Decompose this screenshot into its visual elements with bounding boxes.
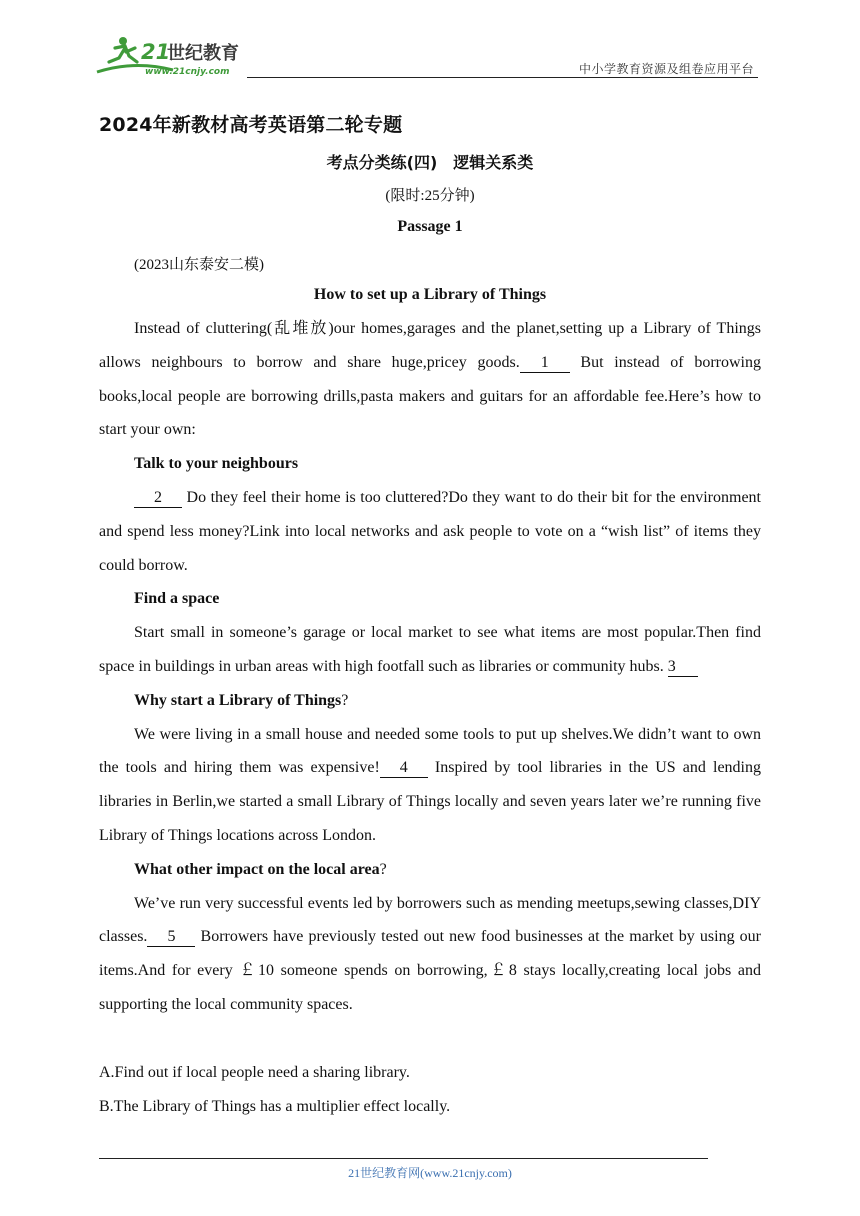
article-body (99, 312, 761, 1022)
heading-impact (99, 853, 761, 887)
paragraph-text: Instead of cluttering(乱堆放)our homes,garages and the planet,setting up a Library of Things allows neighbours to borrow and share huge,pricey goods. (99, 320, 761, 371)
exam-source: (2023山东泰安二模) (134, 257, 264, 273)
heading-why-mark: ? (341, 691, 349, 709)
article-title: How to set up a Library of Things (313, 286, 547, 303)
paragraph-3 (99, 616, 761, 684)
page-header (95, 30, 758, 80)
paragraph-5 (99, 887, 761, 1022)
svg-text:世纪教育: 世纪教育 (167, 43, 239, 64)
section-subtitle: 考点分类练(四) 逻辑关系类 (326, 153, 534, 172)
site-logo[interactable] (95, 34, 265, 78)
paragraph-text: We were living in a small house and needed some tools to put up shelves.We didn’t want to own the tools and hiring them was expensive! (99, 725, 761, 777)
passage-label: Passage 1 (397, 218, 463, 235)
heading-impact-mark: ? (379, 860, 387, 878)
runner-logo-icon (95, 34, 265, 78)
svg-text:www.21cnjy.com: www.21cnjy.com (145, 67, 230, 77)
option-a: A.Find out if local people need a sharing library. (99, 1064, 410, 1081)
answer-blank-5[interactable]: 5 (147, 927, 195, 947)
paragraph-text: Do they feel their home is too cluttered?Do they want to do their bit for the environment and spend less money?Link into local networks and ask people to vote on a “wish list” of items they could borrow. (99, 488, 761, 574)
paragraph-text: We’ve run very successful events led by borrowers such as mending meetups,sewing classes,DIY classes. (99, 894, 761, 946)
platform-label: 中小学教育资源及组卷应用平台 (578, 62, 754, 76)
paragraph-text: Borrowers have previously tested out new food businesses at the market by using our items.And for every ￡10 someone spends on borrowing,￡8 stays locally,creating local jobs and supporting the local community spaces. (99, 928, 761, 1013)
paragraph-text: Start small in someone’s garage or local market to see what items are most popular.Then find space in buildings in urban areas with high footfall such as libraries or community hubs. (99, 624, 761, 675)
heading-talk: Talk to your neighbours (134, 455, 299, 473)
paragraph-4 (99, 718, 761, 853)
paragraph-text: But instead of borrowing books,local people are borrowing drills,pasta makers and guitars for an affordable fee.Here’s how to start your own: (99, 353, 762, 439)
answer-blank-3[interactable]: 3 (668, 657, 698, 677)
paragraph-1 (99, 312, 761, 447)
answer-blank-1[interactable]: 1 (520, 353, 570, 373)
footer-link[interactable]: 21世纪教育网(www.21cnjy.com) (348, 1166, 512, 1180)
footer-divider (99, 1158, 708, 1159)
time-limit: (限时:25分钟) (385, 188, 475, 204)
paragraph-2 (99, 481, 761, 582)
document-title: 2024年新教材高考英语第二轮专题 (99, 114, 403, 136)
header-divider (247, 77, 758, 78)
heading-impact-text: What other impact on the local area (134, 860, 380, 878)
option-b: B.The Library of Things has a multiplier effect locally. (99, 1098, 451, 1115)
heading-space: Find a space (134, 590, 220, 608)
paragraph-text: Inspired by tool libraries in the US and lending libraries in Berlin,we started a small Library of Things locally and seven years later we’re running five Library of Things locations across London. (99, 759, 762, 844)
heading-why-text: Why start a Library of Things (134, 691, 342, 709)
svg-text:21: 21 (141, 40, 171, 64)
answer-blank-2[interactable]: 2 (134, 488, 182, 508)
heading-why (99, 684, 761, 718)
answer-blank-4[interactable]: 4 (380, 758, 428, 778)
